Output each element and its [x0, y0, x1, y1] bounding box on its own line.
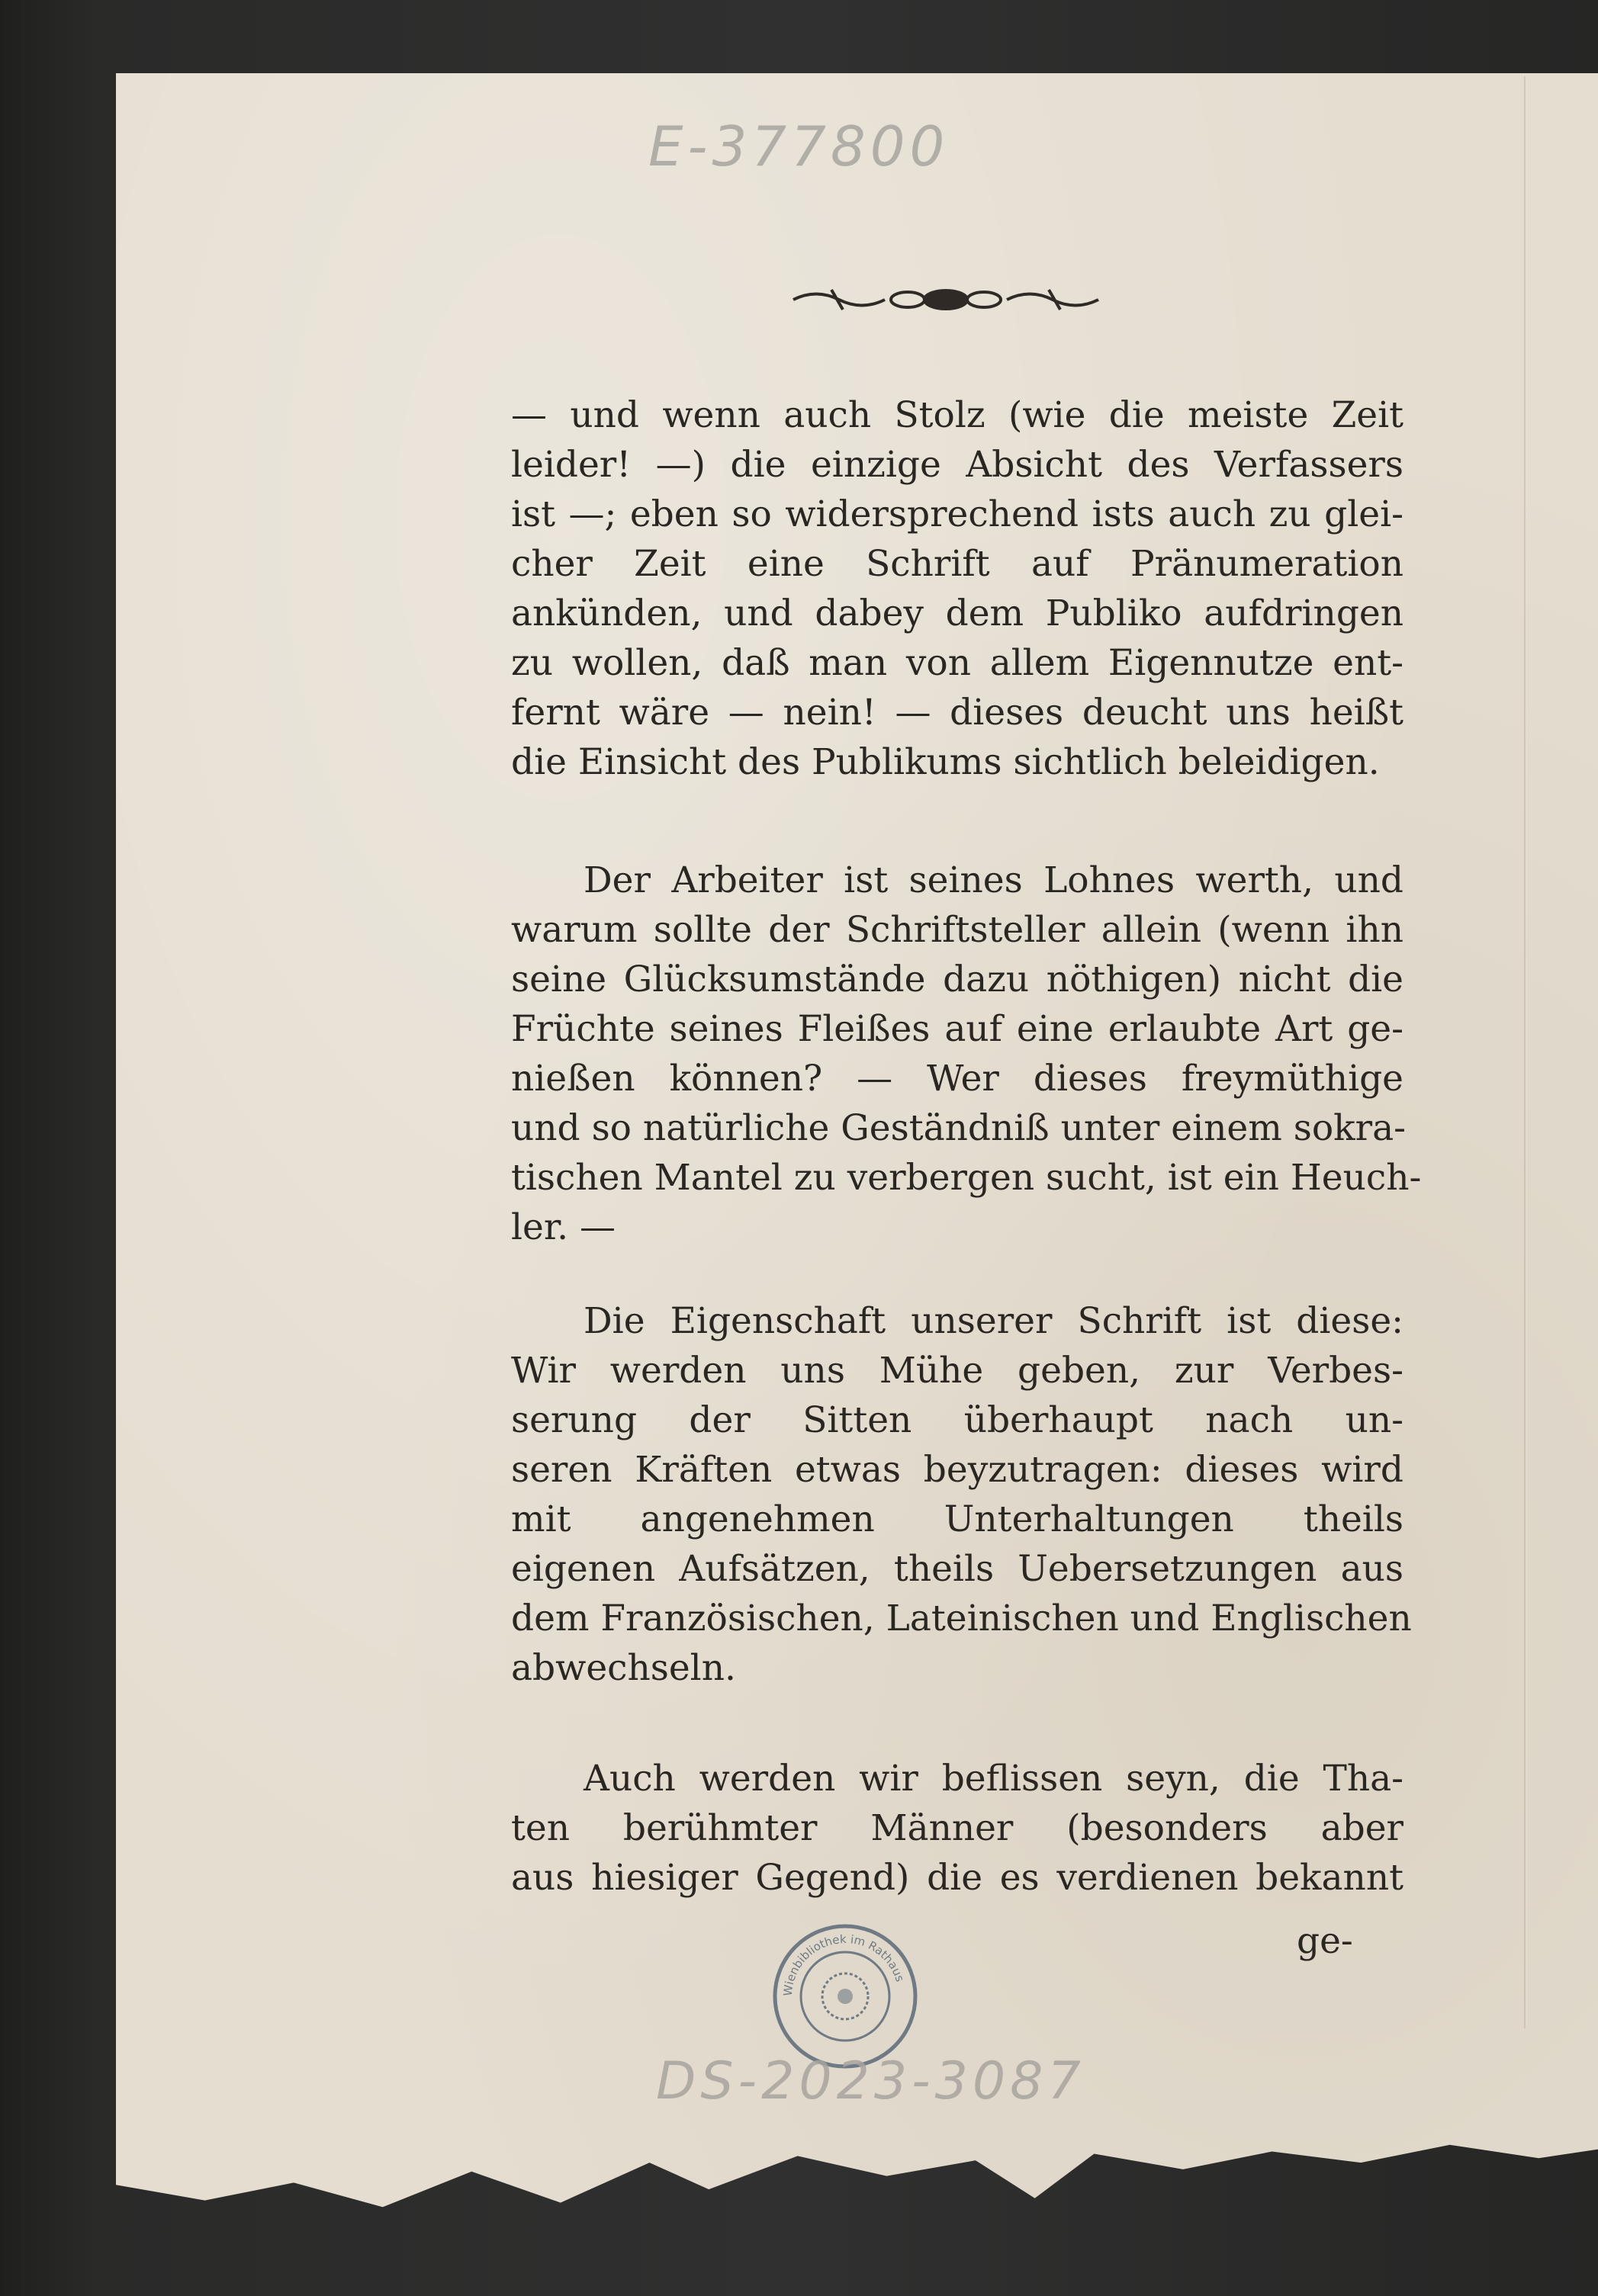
- paragraph-4: [511, 1754, 1403, 1903]
- text-line: aus hiesiger Gegend) die es verdienen bekannt: [511, 1857, 1403, 1899]
- text-line: dem Französischen, Lateinischen und Englischen: [511, 1598, 1412, 1639]
- text-line: abwechseln.: [511, 1647, 736, 1689]
- ornament-vignette-icon: [786, 281, 1106, 319]
- paragraph-3: [511, 1296, 1412, 1693]
- text-line: Wir werden uns Mühe geben, zur Verbes-: [511, 1350, 1403, 1392]
- text-line: tischen Mantel zu verbergen sucht, ist ein Heuch-: [511, 1157, 1422, 1199]
- text-line: — und wenn auch Stolz (wie die meiste Zeit: [511, 394, 1403, 436]
- text-line: Der Arbeiter ist seines Lohnes werth, und: [584, 859, 1403, 901]
- text-line: fernt wäre — nein! — dieses deucht uns heißt: [511, 692, 1403, 734]
- text-line: ten berühmter Männer (besonders aber: [511, 1807, 1403, 1849]
- text-line: mit angenehmen Unterhaltungen theils: [511, 1498, 1403, 1540]
- catchword: ge-: [1297, 1920, 1353, 1962]
- library-stamp-icon: [770, 1922, 920, 2071]
- text-line: Früchte seines Fleißes auf eine erlaubte Art ge-: [511, 1008, 1403, 1050]
- text-line: nießen können? — Wer dieses freymüthige: [511, 1058, 1403, 1100]
- page-fold: [1524, 76, 1527, 2028]
- text-line: die Einsicht des Publikums sichtlich beleidigen.: [511, 741, 1380, 783]
- text-line: zu wollen, daß man von allem Eigennutze ent-: [511, 642, 1403, 684]
- text-line: ler. —: [511, 1206, 616, 1248]
- paragraph-1: [511, 390, 1403, 787]
- text-line: leider! —) die einzige Absicht des Verfassers: [511, 444, 1403, 486]
- text-line: seine Glücksumstände dazu nöthigen) nicht die: [511, 959, 1403, 1000]
- text-line: cher Zeit eine Schrift auf Pränumeration: [511, 543, 1403, 585]
- text-line: warum sollte der Schriftsteller allein (wenn ihn: [511, 909, 1403, 951]
- text-line: Die Eigenschaft unserer Schrift ist diese:: [584, 1300, 1403, 1342]
- text-line: und so natürliche Geständniß unter einem sokra-: [511, 1107, 1406, 1149]
- text-line: serung der Sitten überhaupt nach un-: [511, 1399, 1403, 1441]
- stamp-text: Wienbibliothek im Rathaus: [780, 1932, 908, 1997]
- text-line: eigenen Aufsätzen, theils Uebersetzungen aus: [511, 1548, 1403, 1590]
- archive-number-top: E-377800: [648, 114, 950, 178]
- paragraph-2: [511, 856, 1422, 1252]
- text-line: Auch werden wir beflissen seyn, die Tha-: [584, 1758, 1403, 1800]
- archive-number-bottom: DS-2023-3087: [656, 2051, 1085, 2111]
- text-line: ist —; eben so widersprechend ists auch zu glei-: [511, 493, 1403, 535]
- text-line: ankünden, und dabey dem Publiko aufdringen: [511, 592, 1403, 634]
- text-line: seren Kräften etwas beyzutragen: dieses wird: [511, 1449, 1403, 1491]
